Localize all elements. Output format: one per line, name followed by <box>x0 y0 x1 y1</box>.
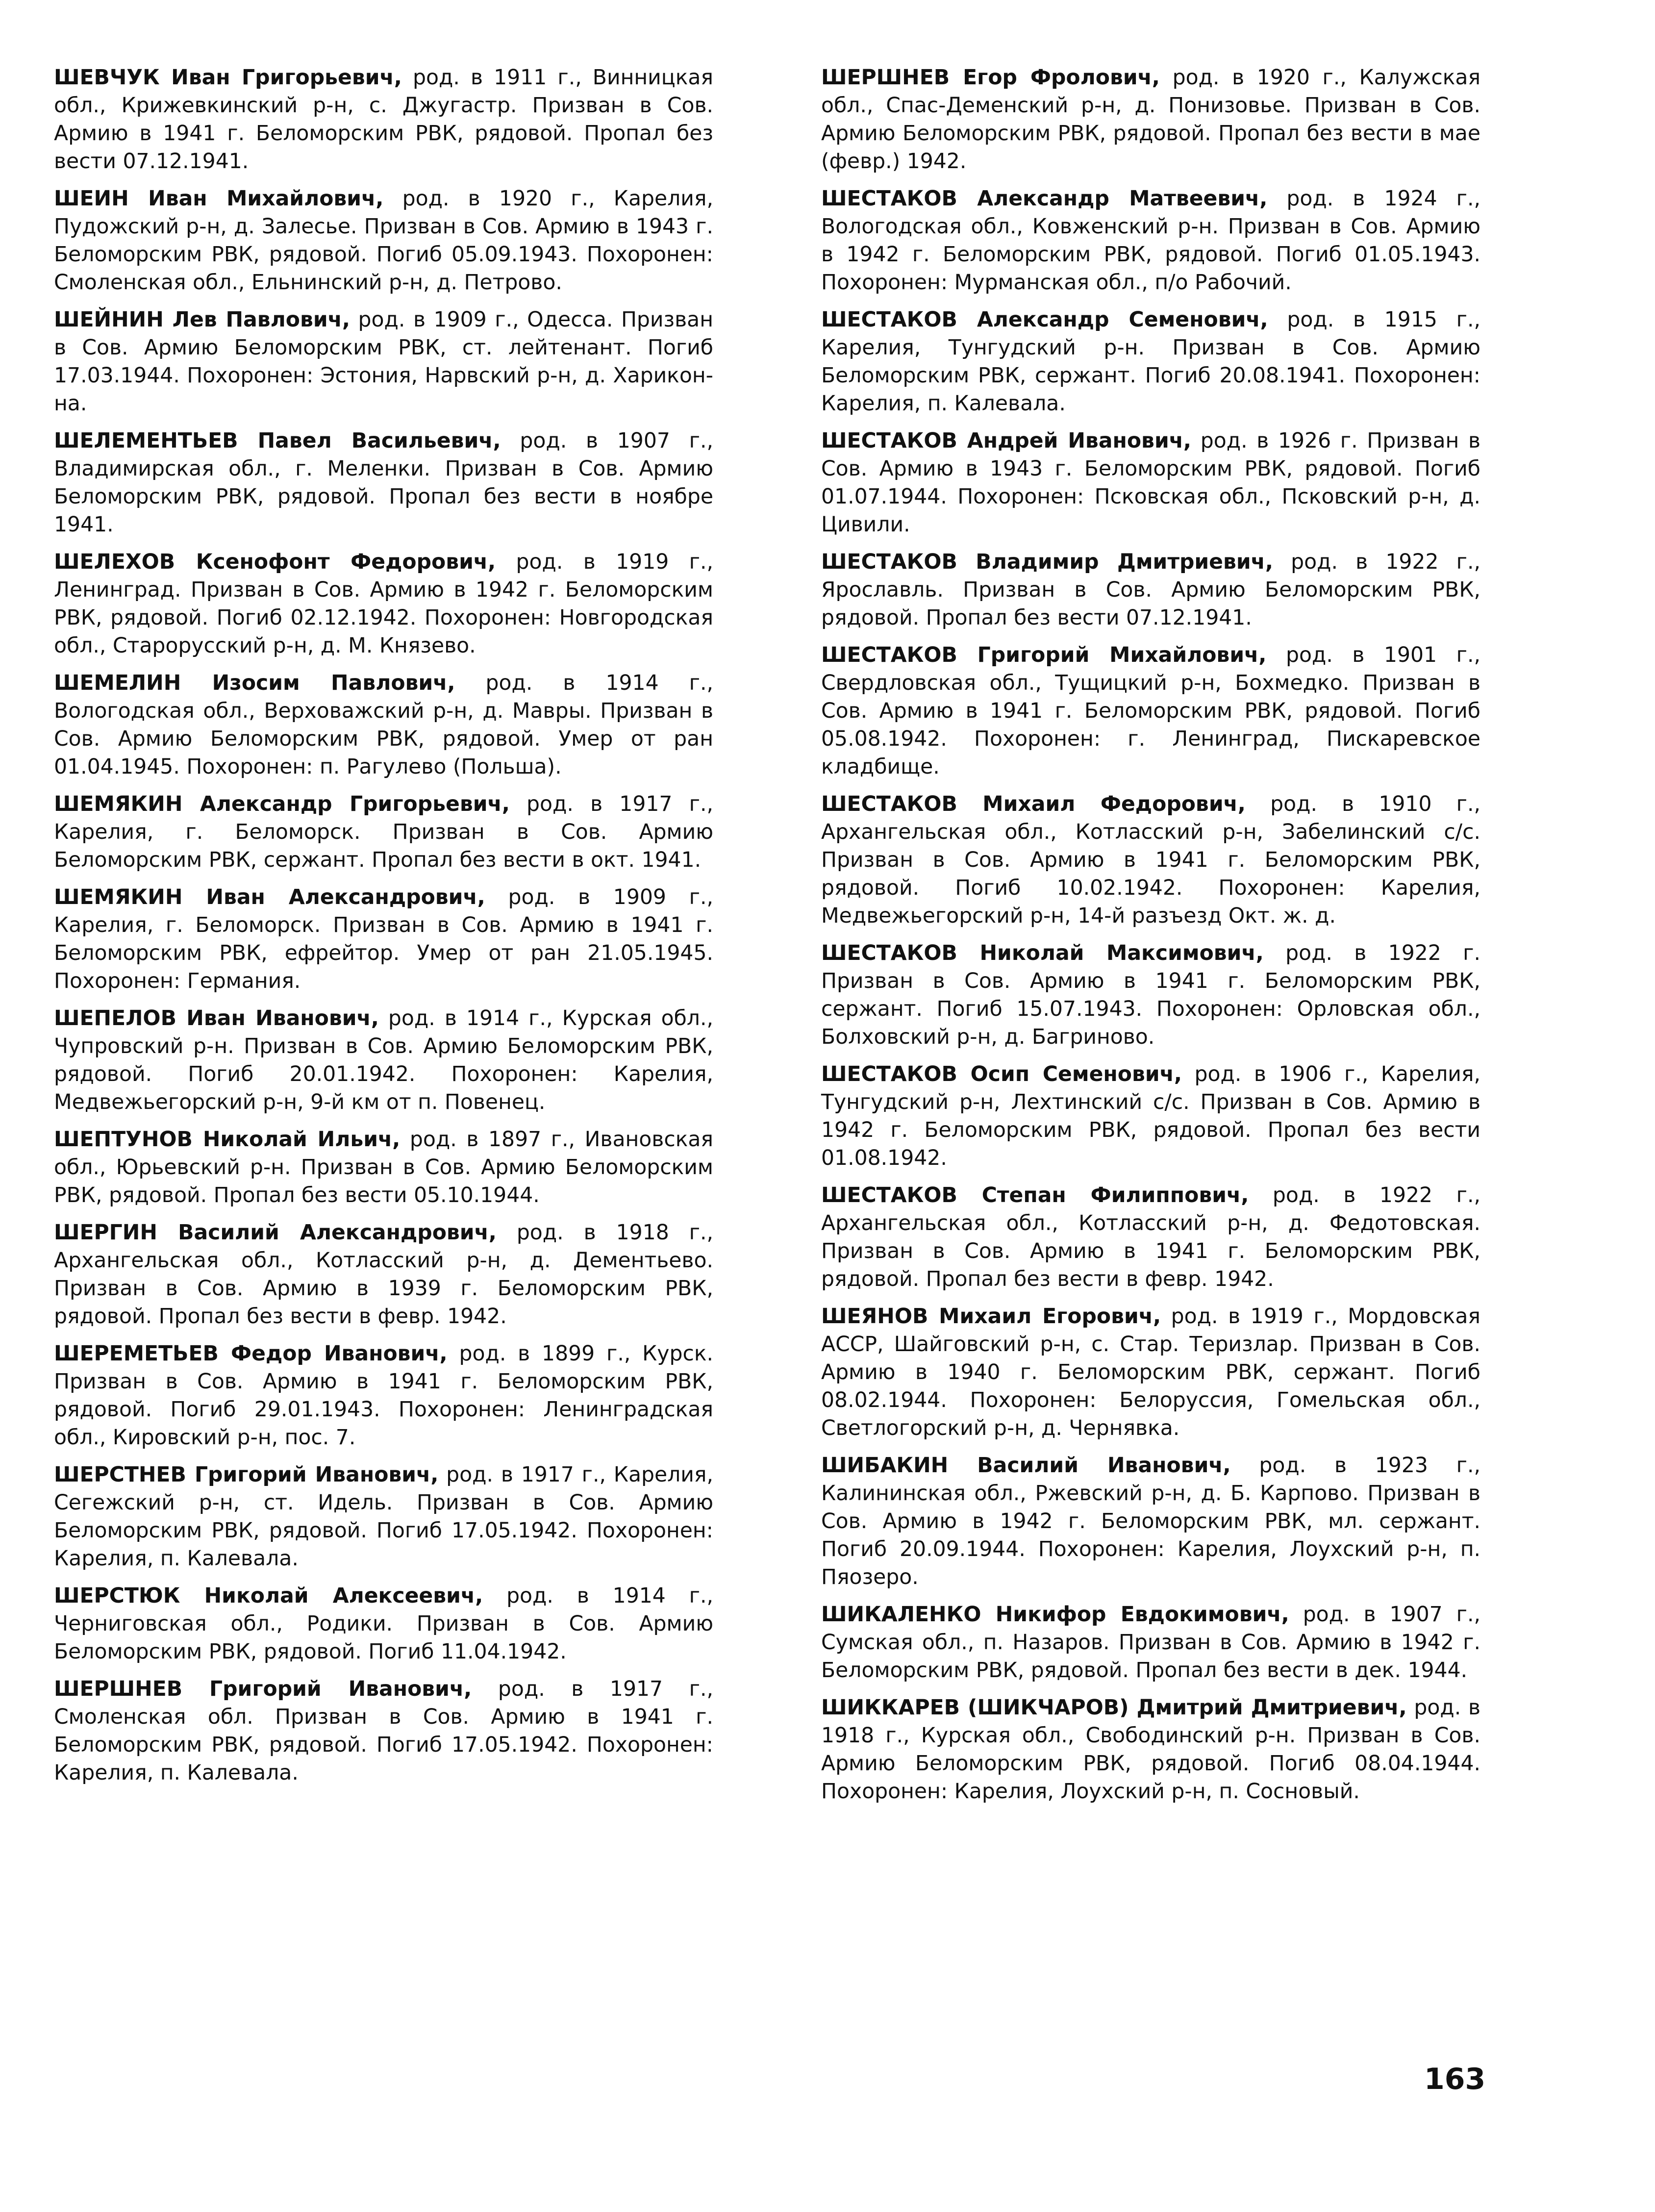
entry-name: ШЕВЧУК Иван Григорьевич, <box>54 66 402 90</box>
entry <box>54 1461 713 1573</box>
entry-text: род. в 1922 г. Призван в Сов. Армию в 1941 г. Беломорским РВК, сержант. Погиб 15.07.1943. Похоронен: Орловская обл., Болховский р-н, д. Багриново. <box>821 941 1480 1049</box>
entry <box>54 1340 713 1452</box>
entry <box>821 1452 1480 1591</box>
entry <box>821 1060 1480 1172</box>
entry-text: род. в 1917 г., Карелия, г. Беломорск. Призван в Сов. Армию Беломорским РВК, сержант. Пропал без вести в окт. 1941. <box>54 792 713 872</box>
left-column <box>54 64 713 1796</box>
entry-text: род. в 1917 г., Карелия, Сегежский р-н, ст. Идель. Призван в Сов. Армию Беломорским РВК, рядовой. Погиб 17.05.1942. Похоронен: Карелия, п. Калевала. <box>54 1463 713 1571</box>
entry-text: род. в 1923 г., Калининская обл., Ржевский р-н, д. Б. Карпово. Призван в Сов. Армию в 1942 г. Беломорским РВК, мл. сержант. Погиб 20.09.1944. Похоронен: Карелия, Лоухский р-н, п. Пяозеро. <box>821 1454 1480 1589</box>
entry <box>821 790 1480 930</box>
entry-name: ШЕРШНЕВ Григорий Иванович, <box>54 1677 472 1701</box>
entry-name: ШЕМЯКИН Иван Александрович, <box>54 885 485 909</box>
right-column <box>821 64 1480 1815</box>
entry-text: род. в 1915 г., Карелия, Тунгудский р-н. Призван в Сов. Армию Беломорским РВК, сержант. Погиб 20.08.1941. Похоронен: Карелия, п. Калевала. <box>821 308 1480 416</box>
entry-text: род. в 1926 г. Призван в Сов. Армию в 1943 г. Беломорским РВК, рядовой. Погиб 01.07.1944. Похоронен: Псковская обл., Псковский р-н, д. Цивили. <box>821 429 1480 537</box>
entry <box>54 883 713 995</box>
entry-text: род. в 1899 г., Курск. Призван в Сов. Армию в 1941 г. Беломорским РВК, рядовой. Погиб 29.01.1943. Похоронен: Ленинградская обл., Кировский р-н, пос. 7. <box>54 1342 714 1450</box>
entry <box>821 1601 1480 1684</box>
entry-text: род. в 1910 г., Архангельская обл., Котласский р-н, Забелинский с/с. Призван в Сов. Армию в 1941 г. Беломорским РВК, рядовой. Погиб 10.02.1942. Похоронен: Карелия, Медвежьегорский р-н, 14-й разъезд Окт. ж. д. <box>821 792 1480 928</box>
entry-name: ШЕСТАКОВ Андрей Иванович, <box>821 429 1192 453</box>
entry <box>54 1219 713 1331</box>
entry-text: род. в 1909 г., Одесса. Призван в Сов. Армию Беломорским РВК, ст. лейтенант. Погиб 17.03.1944. Похоронен: Эстония, Нарвский р-н, д. Хариконна. <box>54 308 713 416</box>
page-number: 163 <box>1424 2062 1486 2096</box>
entry-name: ШЕРСТНЕВ Григорий Иванович, <box>54 1463 439 1487</box>
entry <box>54 669 713 781</box>
entry-name: ШЕЛЕХОВ Ксенофонт Федорович, <box>54 550 496 574</box>
entry <box>821 1303 1480 1442</box>
entry-text: род. в 1914 г., Курская обл., Чупровский р-н. Призван в Сов. Армию Беломорским РВК, рядовой. Погиб 20.01.1942. Похоронен: Карелия, Медвежьегорский р-н, 9-й км от п. Повенец. <box>54 1006 713 1114</box>
entry <box>821 64 1480 176</box>
entry <box>54 548 713 660</box>
entry-text: род. в 1914 г., Вологодская обл., Верховажский р-н, д. Мавры. Призван в Сов. Армию Беломорским РВК, рядовой. Умер от ран 01.04.1945. Похоронен: п. Рагулево (Польша). <box>54 671 713 779</box>
entry <box>821 939 1480 1051</box>
entry <box>54 1582 713 1666</box>
entry <box>54 790 713 874</box>
entry-name: ШЕРЕМЕТЬЕВ Федор Иванович, <box>54 1342 448 1366</box>
entry-name: ШЕСТАКОВ Григорий Михайлович, <box>821 643 1267 667</box>
entry-text: род. в 1918 г., Курская обл., Свободинский р-н. Призван в Сов. Армию Беломорским РВК, рядовой. Погиб 08.04.1944. Похоронен: Карелия, Лоухский р-н, п. Сосновый. <box>821 1696 1480 1804</box>
entry <box>54 64 713 176</box>
entry-text: род. в 1909 г., Карелия, г. Беломорск. Призван в Сов. Армию в 1941 г. Беломорским РВК, ефрейтор. Умер от ран 21.05.1945. Похоронен: Германия. <box>54 885 713 993</box>
entry-name: ШЕСТАКОВ Александр Семенович, <box>821 308 1268 332</box>
entry-text: род. в 1918 г., Архангельская обл., Котласский р-н, д. Дементьево. Призван в Сов. Армию в 1939 г. Беломорским РВК, рядовой. Пропал без вести в февр. 1942. <box>54 1221 713 1329</box>
entry-text: род. в 1907 г., Сумская обл., п. Назаров. Призван в Сов. Армию в 1942 г. Беломорским РВК, рядовой. Пропал без вести в дек. 1944. <box>821 1603 1481 1683</box>
entry <box>54 427 713 539</box>
entry <box>821 641 1480 781</box>
entry <box>821 306 1480 418</box>
entry <box>821 427 1480 539</box>
entry-name: ШИККАРЕВ (ШИКЧАРОВ) Дмитрий Дмитриевич, <box>821 1696 1407 1720</box>
entry-name: ШЕЛЕМЕНТЬЕВ Павел Васильевич, <box>54 429 501 453</box>
entry-text: род. в 1911 г., Винницкая обл., Крижевкинский р-н, с. Джугастр. Призван в Сов. Армию в 1941 г. Беломорским РВК, рядовой. Пропал без вести 07.12.1941. <box>54 66 713 174</box>
entry-text: род. в 1920 г., Калужская обл., Спас-Деменский р-н, д. Понизовье. Призван в Сов. Армию Беломорским РВК, рядовой. Пропал без вести в мае (февр.) 1942. <box>821 66 1481 174</box>
entry-name: ШЕСТАКОВ Владимир Дмитриевич, <box>821 550 1273 574</box>
entry-name: ШЕЯНОВ Михаил Егорович, <box>821 1305 1161 1329</box>
entry-text: род. в 1922 г., Архангельская обл., Котласский р-н, д. Федотовская. Призван в Сов. Армию в 1941 г. Беломорским РВК, рядовой. Пропал без вести в февр. 1942. <box>821 1183 1480 1291</box>
entry-name: ШЕРШНЕВ Егор Фролович, <box>821 66 1160 90</box>
entry-name: ШИКАЛЕНКО Никифор Евдокимович, <box>821 1603 1289 1627</box>
entry <box>54 1675 713 1787</box>
entry-text: род. в 1924 г., Вологодская обл., Ковженский р-н. Призван в Сов. Армию в 1942 г. Беломорским РВК, рядовой. Погиб 01.05.1943. Похоронен: Мурманская обл., п/о Рабочий. <box>821 187 1481 295</box>
entry-text: род. в 1919 г., Мордовская АССР, Шайговский р-н, с. Стар. Теризлар. Призван в Сов. Армию в 1940 г. Беломорским РВК, сержант. Погиб 08.02.1944. Похоронен: Белоруссия, Гомельская обл., Светлогорский р-н, д. Чернявка. <box>821 1305 1480 1440</box>
entry <box>821 185 1480 297</box>
entry <box>54 185 713 297</box>
entry-name: ШЕСТАКОВ Михаил Федорович, <box>821 792 1246 816</box>
entry-name: ШЕЙНИН Лев Павлович, <box>54 308 350 332</box>
entry-text: род. в 1906 г., Карелия, Тунгудский р-н, Лехтинский с/с. Призван в Сов. Армию в 1942 г. Беломорским РВК, рядовой. Пропал без вести 01.08.1942. <box>821 1062 1481 1170</box>
entry <box>821 1181 1480 1293</box>
entry-name: ШЕПЕЛОВ Иван Иванович, <box>54 1006 379 1031</box>
entry-name: ШИБАКИН Василий Иванович, <box>821 1454 1231 1478</box>
entry-text: род. в 1897 г., Ивановская обл., Юрьевский р-н. Призван в Сов. Армию Беломорским РВК, рядовой. Пропал без вести 05.10.1944. <box>54 1128 713 1207</box>
entry-name: ШЕСТАКОВ Степан Филиппович, <box>821 1183 1249 1207</box>
entry-name: ШЕРСТЮК Николай Алексеевич, <box>54 1584 483 1608</box>
entry-name: ШЕСТАКОВ Николай Максимович, <box>821 941 1264 965</box>
entry-text: род. в 1919 г., Ленинград. Призван в Сов. Армию в 1942 г. Беломорским РВК, рядовой. Погиб 02.12.1942. Похоронен: Новгородская обл., Старорусский р-н, д. М. Князево. <box>54 550 713 658</box>
entry-name: ШЕИН Иван Михайлович, <box>54 187 384 211</box>
entry-name: ШЕМЕЛИН Изосим Павлович, <box>54 671 455 695</box>
entry-name: ШЕСТАКОВ Александр Матвеевич, <box>821 187 1268 211</box>
entry-text: род. в 1922 г., Ярославль. Призван в Сов. Армию Беломорским РВК, рядовой. Пропал без вести 07.12.1941. <box>821 550 1480 630</box>
entry-name: ШЕРГИН Василий Александрович, <box>54 1221 497 1245</box>
entry-name: ШЕСТАКОВ Осип Семенович, <box>821 1062 1182 1086</box>
entry <box>54 1005 713 1116</box>
entry-text: род. в 1920 г., Карелия, Пудожский р-н, д. Залесье. Призван в Сов. Армию в 1943 г. Беломорским РВК, рядовой. Погиб 05.09.1943. Похоронен: Смоленская обл., Ельнинский р-н, д. Петрово. <box>54 187 713 295</box>
entry-text: род. в 1917 г., Смоленская обл. Призван в Сов. Армию в 1941 г. Беломорским РВК, рядовой. Погиб 17.05.1942. Похоронен: Карелия, п. Калевала. <box>54 1677 714 1785</box>
entry-name: ШЕМЯКИН Александр Григорьевич, <box>54 792 510 816</box>
entry-name: ШЕПТУНОВ Николай Ильич, <box>54 1128 401 1152</box>
entry <box>54 306 713 418</box>
entry <box>54 1126 713 1209</box>
entry-text: род. в 1901 г., Свердловская обл., Тущицкий р-н, Бохмедко. Призван в Сов. Армию в 1941 г. Беломорским РВК, рядовой. Погиб 05.08.1942. Похоронен: г. Ленинград, Пискаревское кладбище. <box>821 643 1480 779</box>
entry-text: род. в 1914 г., Черниговская обл., Родики. Призван в Сов. Армию Беломорским РВК, рядовой. Погиб 11.04.1942. <box>54 1584 713 1664</box>
entry <box>821 1694 1480 1806</box>
entry-text: род. в 1907 г., Владимирская обл., г. Меленки. Призван в Сов. Армию Беломорским РВК, рядовой. Пропал без вести в ноябре 1941. <box>54 429 713 537</box>
entry <box>821 548 1480 632</box>
